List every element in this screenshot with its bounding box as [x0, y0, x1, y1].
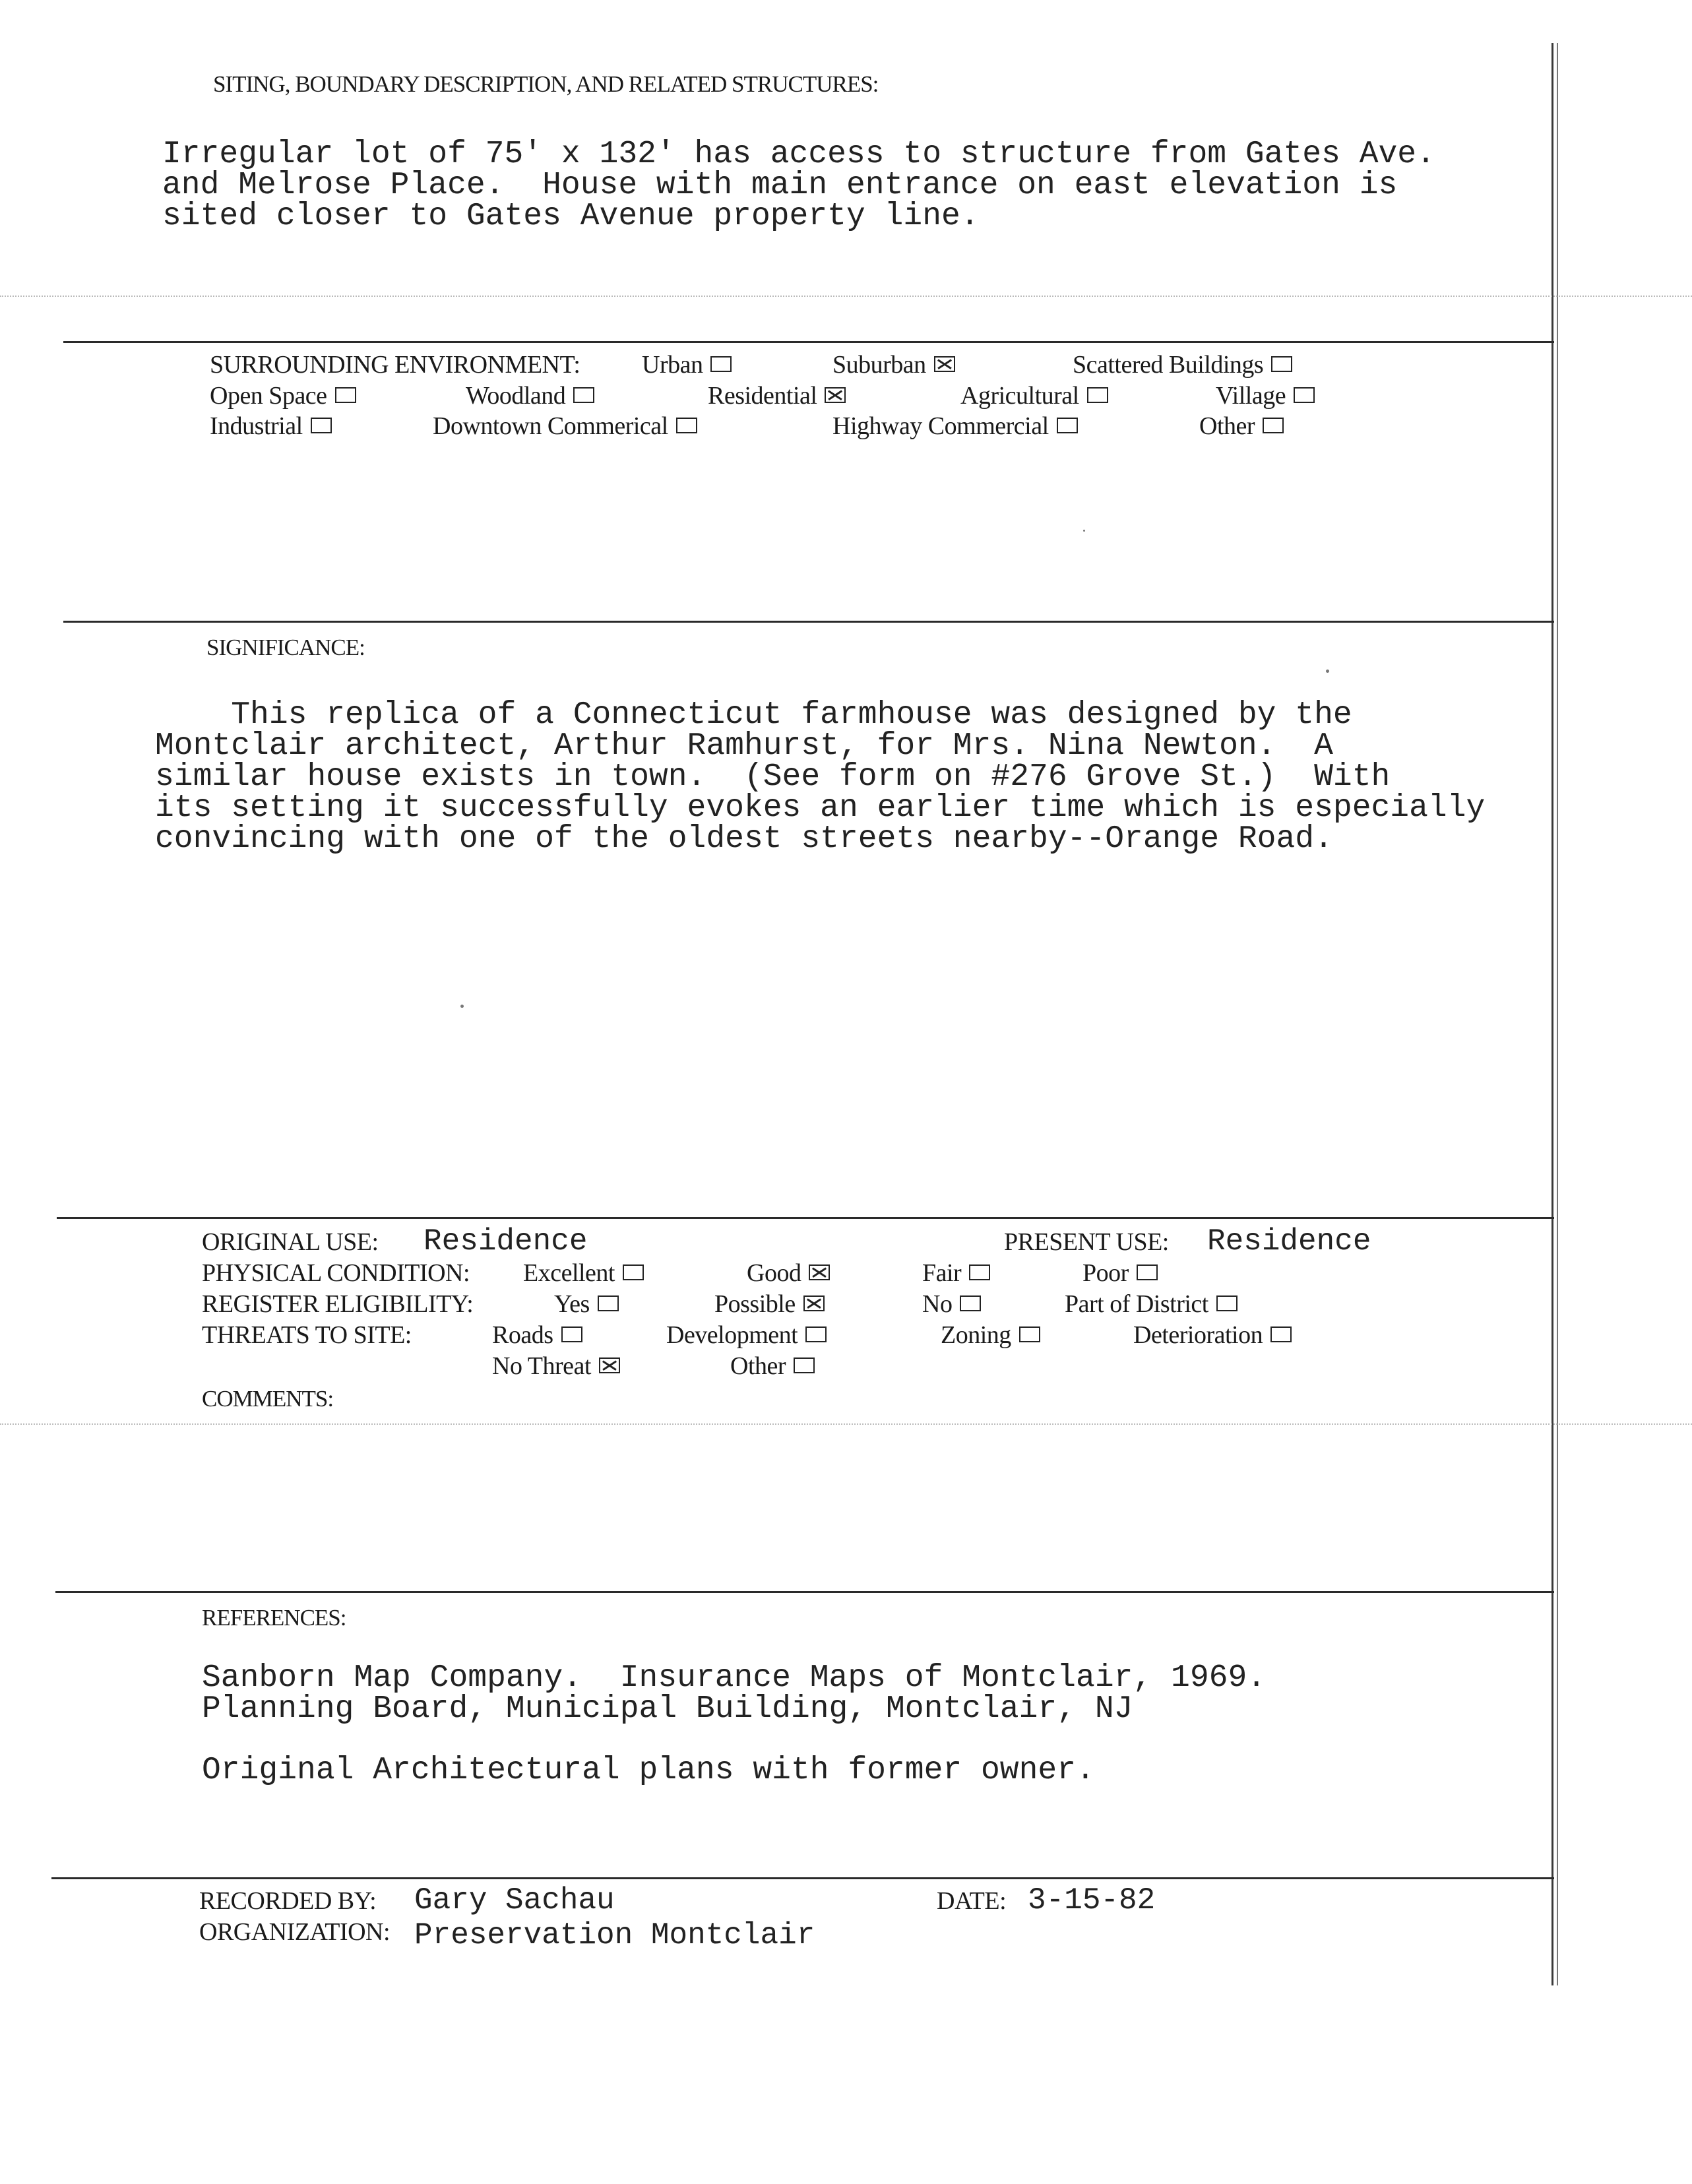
eligibility-checkbox-yes[interactable] [598, 1295, 619, 1311]
env-option-other[interactable] [1199, 412, 1284, 441]
threat-option-label: Other [730, 1352, 786, 1380]
significance-line-2: Montclair architect, Arthur Ramhurst, for Mrs. Nina Newton. A [155, 728, 1333, 764]
condition-option-poor[interactable] [1082, 1259, 1158, 1288]
threat-option-deterioration[interactable] [1133, 1321, 1292, 1350]
references-heading: REFERENCES: [202, 1605, 346, 1631]
eligibility-option-part-of-district[interactable] [1065, 1290, 1238, 1319]
threat-checkbox-roads[interactable] [561, 1326, 582, 1342]
env-option-village[interactable] [1216, 381, 1315, 410]
threat-checkbox-development[interactable] [805, 1326, 827, 1342]
threat-option-other[interactable] [730, 1352, 815, 1381]
env-checkbox-highway-commercial[interactable] [1057, 418, 1078, 433]
eligibility-checkbox-possible[interactable] [803, 1295, 825, 1311]
env-checkbox-urban[interactable] [710, 356, 732, 372]
reference-line-2: Planning Board, Municipal Building, Montclair, NJ [202, 1691, 1133, 1727]
env-option-highway-commercial[interactable] [832, 412, 1078, 441]
environment-heading: SURROUNDING ENVIRONMENT: [210, 351, 580, 379]
condition-option-label: Good [747, 1259, 801, 1287]
env-option-label: Residential [708, 382, 817, 410]
condition-checkbox-excellent[interactable] [623, 1264, 644, 1280]
env-option-downtown-commercial[interactable] [433, 412, 697, 441]
env-checkbox-industrial[interactable] [311, 418, 332, 433]
env-option-label: Urban [642, 351, 703, 379]
env-checkbox-downtown-commercial[interactable] [676, 418, 697, 433]
section-divider [51, 1877, 1554, 1879]
siting-heading: SITING, BOUNDARY DESCRIPTION, AND RELATED STRUCTURES: [213, 71, 879, 97]
env-option-industrial[interactable] [210, 412, 332, 441]
scan-speck [460, 1005, 464, 1008]
env-option-open-space[interactable] [210, 381, 356, 410]
threat-option-label: Zoning [941, 1321, 1011, 1349]
eligibility-option-label: Part of District [1065, 1290, 1208, 1318]
env-option-woodland[interactable] [466, 381, 594, 410]
env-checkbox-other[interactable] [1263, 418, 1284, 433]
section-divider [55, 1591, 1554, 1593]
env-checkbox-open-space[interactable] [335, 387, 356, 403]
original-use-label: ORIGINAL USE: [202, 1228, 379, 1256]
present-use-label: PRESENT USE: [1004, 1228, 1169, 1256]
reference-line-3: Original Architectural plans with former owner. [202, 1753, 1095, 1788]
eligibility-option-possible[interactable] [714, 1290, 825, 1319]
condition-option-fair[interactable] [922, 1259, 990, 1288]
organization-label: ORGANIZATION: [199, 1918, 391, 1946]
eligibility-option-yes[interactable] [554, 1290, 619, 1319]
condition-heading: PHYSICAL CONDITION: [202, 1259, 470, 1287]
eligibility-option-label: Possible [714, 1290, 796, 1318]
section-divider [63, 621, 1554, 623]
env-option-label: Woodland [466, 382, 566, 410]
env-checkbox-woodland[interactable] [573, 387, 594, 403]
env-option-suburban[interactable] [832, 350, 955, 379]
threat-option-label: Development [666, 1321, 798, 1349]
threat-checkbox-zoning[interactable] [1019, 1326, 1040, 1342]
section-divider [57, 1217, 1554, 1219]
significance-line-1: This replica of a Connecticut farmhouse was designed by the [155, 697, 1352, 733]
env-option-label: Open Space [210, 382, 327, 410]
eligibility-option-label: Yes [554, 1290, 590, 1318]
env-option-label: Village [1216, 382, 1286, 410]
condition-option-label: Fair [922, 1259, 962, 1287]
organization-value: Preservation Montclair [414, 1918, 815, 1952]
condition-option-label: Excellent [523, 1259, 615, 1287]
eligibility-option-label: No [922, 1290, 953, 1318]
condition-checkbox-fair[interactable] [969, 1264, 990, 1280]
significance-line-3: similar house exists in town. (See form on #276 Grove St.) With [155, 759, 1391, 795]
siting-line-1: Irregular lot of 75' x 132' has access to structure from Gates Ave. [162, 137, 1435, 172]
env-checkbox-village[interactable] [1294, 387, 1315, 403]
eligibility-checkbox-no[interactable] [960, 1295, 981, 1311]
significance-heading: SIGNIFICANCE: [206, 635, 365, 660]
threat-option-zoning[interactable] [941, 1321, 1040, 1350]
env-option-agricultural[interactable] [960, 381, 1108, 410]
siting-line-3: sited closer to Gates Avenue property line. [162, 199, 980, 234]
threat-option-label: Deterioration [1133, 1321, 1263, 1349]
comments-heading: COMMENTS: [202, 1386, 334, 1412]
significance-line-4: its setting it successfully evokes an earlier time which is especially [155, 790, 1486, 826]
right-border-line-inner [1557, 43, 1558, 1985]
date-value: 3-15-82 [1028, 1883, 1156, 1918]
env-option-urban[interactable] [642, 350, 732, 379]
condition-checkbox-poor[interactable] [1137, 1264, 1158, 1280]
siting-line-2: and Melrose Place. House with main entrance on east elevation is [162, 168, 1398, 203]
condition-option-excellent[interactable] [523, 1259, 644, 1288]
recorded-by-value: Gary Sachau [414, 1883, 615, 1918]
threats-heading: THREATS TO SITE: [202, 1321, 412, 1349]
reference-line-1: Sanborn Map Company. Insurance Maps of Montclair, 1969. [202, 1660, 1267, 1696]
eligibility-checkbox-part-of-district[interactable] [1216, 1295, 1238, 1311]
recorded-by-label: RECORDED BY: [199, 1887, 377, 1915]
threat-checkbox-deterioration[interactable] [1270, 1326, 1292, 1342]
env-option-label: Highway Commercial [832, 412, 1049, 440]
significance-line-5: convincing with one of the oldest streets nearby--Orange Road. [155, 821, 1333, 857]
env-option-residential[interactable] [708, 381, 846, 410]
right-border-line [1551, 43, 1553, 1985]
env-option-label: Other [1199, 412, 1255, 440]
eligibility-heading: REGISTER ELIGIBILITY: [202, 1290, 474, 1318]
env-option-scattered-buildings[interactable] [1073, 350, 1292, 379]
scan-speck [1083, 530, 1085, 532]
env-checkbox-scattered-buildings[interactable] [1271, 356, 1292, 372]
section-divider [63, 341, 1554, 343]
env-option-label: Agricultural [960, 382, 1079, 410]
condition-checkbox-good[interactable] [809, 1264, 830, 1280]
original-use-value: Residence [423, 1224, 588, 1259]
threat-option-label: No Threat [492, 1352, 591, 1380]
date-label: DATE: [937, 1887, 1007, 1915]
threat-checkbox-no-threat[interactable] [599, 1357, 620, 1373]
env-option-label: Industrial [210, 412, 303, 440]
scan-artifact-line [0, 1423, 1692, 1425]
present-use-value: Residence [1207, 1224, 1371, 1259]
scan-artifact-line [0, 296, 1692, 297]
threat-checkbox-other[interactable] [794, 1357, 815, 1373]
env-checkbox-agricultural[interactable] [1087, 387, 1108, 403]
env-option-label: Downtown Commerical [433, 412, 668, 440]
threat-option-no-threat[interactable] [492, 1352, 620, 1381]
eligibility-option-no[interactable] [922, 1290, 981, 1319]
env-checkbox-residential[interactable] [825, 387, 846, 403]
scan-speck [1326, 670, 1329, 673]
env-option-label: Scattered Buildings [1073, 351, 1264, 379]
threat-option-development[interactable] [666, 1321, 827, 1350]
threat-option-roads[interactable] [492, 1321, 582, 1350]
condition-option-label: Poor [1082, 1259, 1129, 1287]
env-option-label: Suburban [832, 351, 926, 379]
env-checkbox-suburban[interactable] [934, 356, 955, 372]
condition-option-good[interactable] [747, 1259, 830, 1288]
threat-option-label: Roads [492, 1321, 553, 1349]
